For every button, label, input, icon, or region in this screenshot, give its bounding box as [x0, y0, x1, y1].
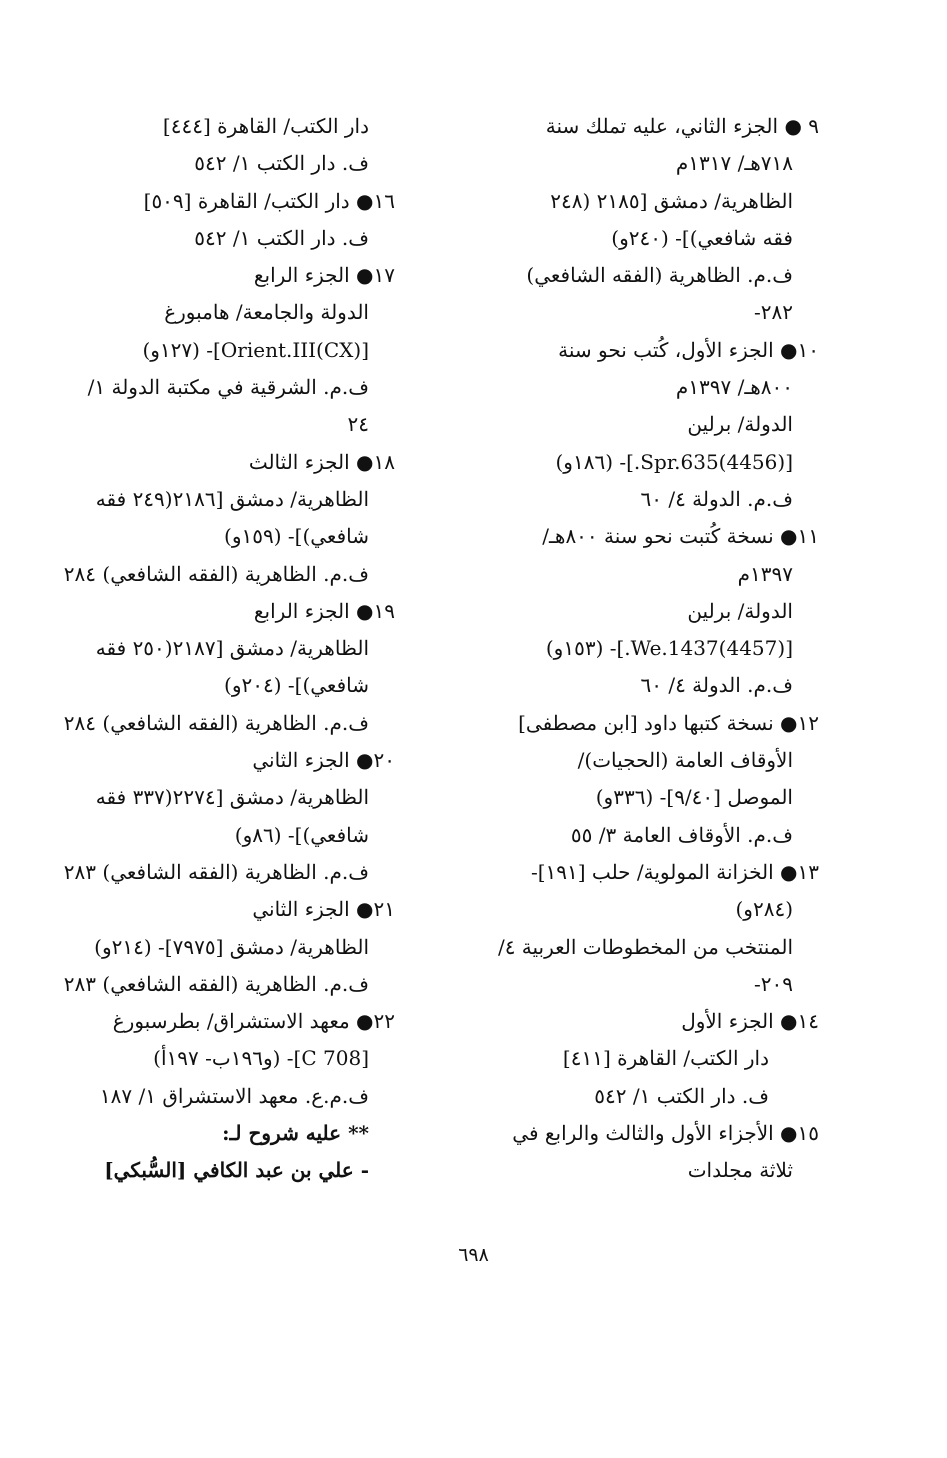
- entry-detail-line: ١٣٩٧م: [737, 561, 793, 586]
- entry-heading-line: ١٩● الجزء الرابع: [253, 598, 395, 623]
- entry-detail-line: ف. دار الكتب ١/ ٥٤٢: [194, 225, 369, 250]
- entry-detail-line: ٢٠٩-: [754, 971, 793, 996]
- entry-heading-line: ١٥● الأجزاء الأول والثالث والرابع في: [512, 1121, 819, 1146]
- entry-detail-line: الدولة والجامعة/ هامبورغ: [164, 300, 369, 325]
- entry-detail-line: الموصل [٩/٤٠]- (٣٣٦و): [595, 785, 793, 810]
- entry-detail-line: ف.م. الظاهرية (الفقه الشافعي): [526, 263, 793, 288]
- entry-detail-line: ف. دار الكتب ١/ ٥٤٢: [594, 1083, 769, 1108]
- entry-heading-line: ٩ ● الجزء الثاني، عليه تملك سنة: [545, 114, 819, 138]
- entry-heading-line: ٢٠● الجزء الثاني: [252, 748, 395, 773]
- entry-detail-line: ٢٨٢-: [754, 300, 793, 325]
- right-column: [474, 108, 819, 1190]
- entry-detail-line: - علي بن عبد الكافي [السُّبكي]: [104, 1158, 369, 1183]
- entry-detail-line: ف. دار الكتب ١/ ٥٤٢: [194, 151, 369, 176]
- entry-detail-line: ف.م. الشرقية في مكتبة الدولة ١/: [87, 375, 369, 400]
- entry-detail-line: شافعي)]- (٢٠٤و): [224, 673, 369, 698]
- entry-detail-line: الدولة/ برلين: [687, 598, 793, 623]
- entry-heading-line: ١٤● الجزء الأول: [681, 1009, 819, 1034]
- entry-heading-line: ٢١● الجزء الثاني: [252, 897, 395, 922]
- entry-heading-line: ١٣● الخزانة المولوية/ حلب [١٩١]-: [530, 859, 819, 884]
- entry-detail-line: المنتخب من المخطوطات العربية ٤/: [497, 934, 793, 959]
- entry-detail-line: الأوقاف العامة (الحجيات)/: [577, 748, 793, 773]
- left-column: [63, 108, 395, 1190]
- entry-detail-line: الظاهرية/ دمشق [٢١٨٥ (٢٤٨: [550, 188, 793, 213]
- entry-detail-line: ف.م. الظاهرية (الفقه الشافعي) ٢٨٣: [63, 859, 369, 884]
- entry-detail-line: الدولة/ برلين: [687, 412, 793, 437]
- entry-detail-line: ف.م. الظاهرية (الفقه الشافعي) ٢٨٣: [63, 971, 369, 996]
- entry-detail-line: [(4456)Spr.635.]- (١٨٦و): [555, 449, 793, 474]
- entry-detail-line: فقه شافعي)]- (٢٤٠و): [611, 225, 793, 250]
- entry-detail-line: الظاهرية/ دمشق [٢١٨٦(٢٤٩ فقه: [95, 486, 369, 511]
- entry-detail-line: ف.م. الأوقاف العامة ٣/ ٥٥: [570, 822, 793, 847]
- page-number: ٦٩٨: [458, 1244, 489, 1266]
- entry-detail-line: دار الكتب/ القاهرة [٤٤٤]: [162, 114, 369, 138]
- entry-heading-line: ١٢● نسخة كتبها داود [ابن مصطفى]: [518, 710, 819, 735]
- entry-detail-line: ف.م. الدولة ٤/ ٦٠: [640, 486, 793, 511]
- entry-heading-line: ١٨● الجزء الثالث: [248, 449, 395, 474]
- entry-detail-line: الظاهرية/ دمشق [٧٩٧٥]- (٢١٤و): [94, 934, 369, 959]
- entry-detail-line: (٢٨٤و): [735, 897, 793, 922]
- entry-detail-line: [(4457)We.1437.]- (١٥٣و): [545, 636, 793, 661]
- entry-detail-line: ف.م. الظاهرية (الفقه الشافعي) ٢٨٤: [63, 561, 369, 586]
- entry-heading-line: ١٧● الجزء الرابع: [253, 263, 395, 288]
- entry-detail-line: ف.م.ع. معهد الاستشراق ١/ ١٨٧: [99, 1083, 369, 1108]
- entry-detail-line: ٧١٨هـ/ ١٣١٧م: [675, 151, 793, 176]
- entry-heading-line: ١٦● دار الكتب/ القاهرة [٥٠٩]: [143, 188, 395, 213]
- entry-detail-line: ٨٠٠هـ/ ١٣٩٧م: [675, 375, 793, 400]
- entry-detail-line: ** عليه شروح لـ:: [222, 1121, 369, 1146]
- entry-heading-line: ١١● نسخة كُتبت نحو سنة ٨٠٠هـ/: [542, 524, 819, 549]
- entry-detail-line: الظاهرية/ دمشق [٢٢٧٤(٣٣٧ فقه: [95, 785, 369, 810]
- entry-detail-line: شافعي)]- (٨٦و): [234, 822, 369, 847]
- entry-detail-line: الظاهرية/ دمشق [٢١٨٧(٢٥٠ فقه: [95, 636, 369, 661]
- entry-detail-line: [Orient.III(CX)]- (١٢٧و): [142, 337, 369, 362]
- entry-heading-line: ١٠● الجزء الأول، كُتب نحو سنة: [558, 337, 819, 362]
- entry-detail-line: ف.م. الظاهرية (الفقه الشافعي) ٢٨٤: [63, 710, 369, 735]
- entry-heading-line: ٢٢● معهد الاستشراق/ بطرسبورغ: [112, 1009, 395, 1034]
- entry-detail-line: شافعي)]- (١٥٩و): [224, 524, 369, 549]
- entry-detail-line: ف.م. الدولة ٤/ ٦٠: [640, 673, 793, 698]
- entry-detail-line: ٢٤: [347, 412, 369, 437]
- entry-detail-line: [C 708]- (و١٩٦ب- ١٩٧أ): [153, 1046, 369, 1071]
- entry-detail-line: دار الكتب/ القاهرة [٤١١]: [562, 1046, 769, 1071]
- entry-detail-line: ثلاثة مجلدات: [687, 1158, 793, 1183]
